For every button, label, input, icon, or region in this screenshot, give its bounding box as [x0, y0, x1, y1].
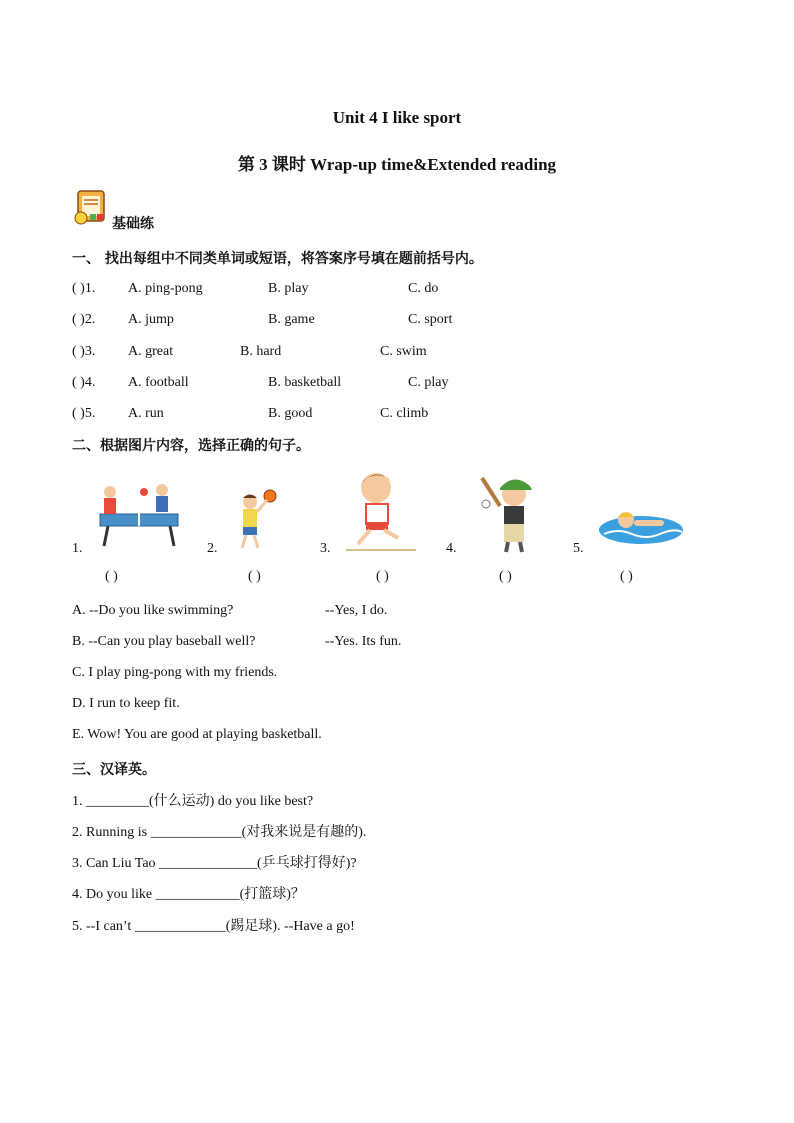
sentence-reply: --Yes, I do.: [325, 603, 388, 618]
part1-item-number: ( )1.: [72, 281, 96, 296]
option-c: C. sport: [408, 312, 453, 327]
option-a: A. jump: [128, 312, 174, 327]
part1-item-number: ( )5.: [72, 406, 96, 421]
sentence-option: D. I run to keep fit.: [72, 696, 180, 711]
answer-blank[interactable]: ( ): [499, 569, 512, 584]
answer-blank[interactable]: ( ): [248, 569, 261, 584]
ping-pong-players-picture: [92, 478, 184, 550]
page-title: Unit 4 I like sport: [332, 108, 462, 127]
answer-blank[interactable]: ( ): [376, 569, 389, 584]
part1-item-number: ( )3.: [72, 344, 96, 359]
option-c: C. play: [408, 375, 449, 390]
section-label: 基础练: [112, 216, 154, 232]
notebook-icon: [72, 188, 110, 226]
page-subtitle: 第 3 课时 Wrap-up time&Extended reading: [237, 155, 557, 174]
option-b: B. hard: [240, 344, 282, 359]
part1-item-number: ( )2.: [72, 312, 96, 327]
translation-item: 2. Running is _____________(对我来说是有趣的).: [72, 825, 367, 840]
sentence-option: E. Wow! You are good at playing basketball.: [72, 727, 322, 742]
option-a: A. ping-pong: [128, 281, 203, 296]
option-b: B. play: [268, 281, 309, 296]
running-boy-picture: [340, 466, 420, 552]
option-a: A. run: [128, 406, 164, 421]
translation-item: 5. --I can’t _____________(踢足球). --Have a go!: [72, 919, 355, 934]
option-a: A. great: [128, 344, 174, 359]
answer-blank[interactable]: ( ): [620, 569, 633, 584]
picture-number: 2.: [207, 541, 218, 556]
option-a: A. football: [128, 375, 189, 390]
picture-number: 5.: [573, 541, 584, 556]
part2-heading: 二、根据图片内容，选择正确的句子。: [72, 438, 310, 454]
sentence-option: C. I play ping-pong with my friends.: [72, 665, 278, 680]
answer-blank[interactable]: ( ): [105, 569, 118, 584]
option-b: B. game: [268, 312, 315, 327]
swimming-boy-picture: [598, 500, 684, 546]
option-c: C. swim: [380, 344, 427, 359]
picture-number: 1.: [72, 541, 83, 556]
baseball-boy-picture: [476, 472, 540, 554]
translation-item: 1. _________(什么运动) do you like best?: [72, 794, 314, 809]
option-b: B. basketball: [268, 375, 342, 390]
basketball-boy-picture: [230, 488, 280, 552]
translation-item: 3. Can Liu Tao ______________(乒乓球打得好)?: [72, 856, 357, 871]
part1-item-number: ( )4.: [72, 375, 96, 390]
part3-heading: 三、汉译英。: [72, 762, 156, 778]
sentence-reply: --Yes. Its fun.: [325, 634, 402, 649]
picture-number: 4.: [446, 541, 457, 556]
translation-item: 4. Do you like ____________(打篮球)？: [72, 887, 305, 902]
sentence-option: B. --Can you play baseball well?: [72, 634, 256, 649]
part1-heading: 一、 找出每组中不同类单词或短语，将答案序号填在题前括号内。: [72, 251, 483, 267]
picture-number: 3.: [320, 541, 331, 556]
option-c: C. do: [408, 281, 439, 296]
option-c: C. climb: [380, 406, 429, 421]
sentence-option: A. --Do you like swimming?: [72, 603, 234, 618]
option-b: B. good: [268, 406, 313, 421]
